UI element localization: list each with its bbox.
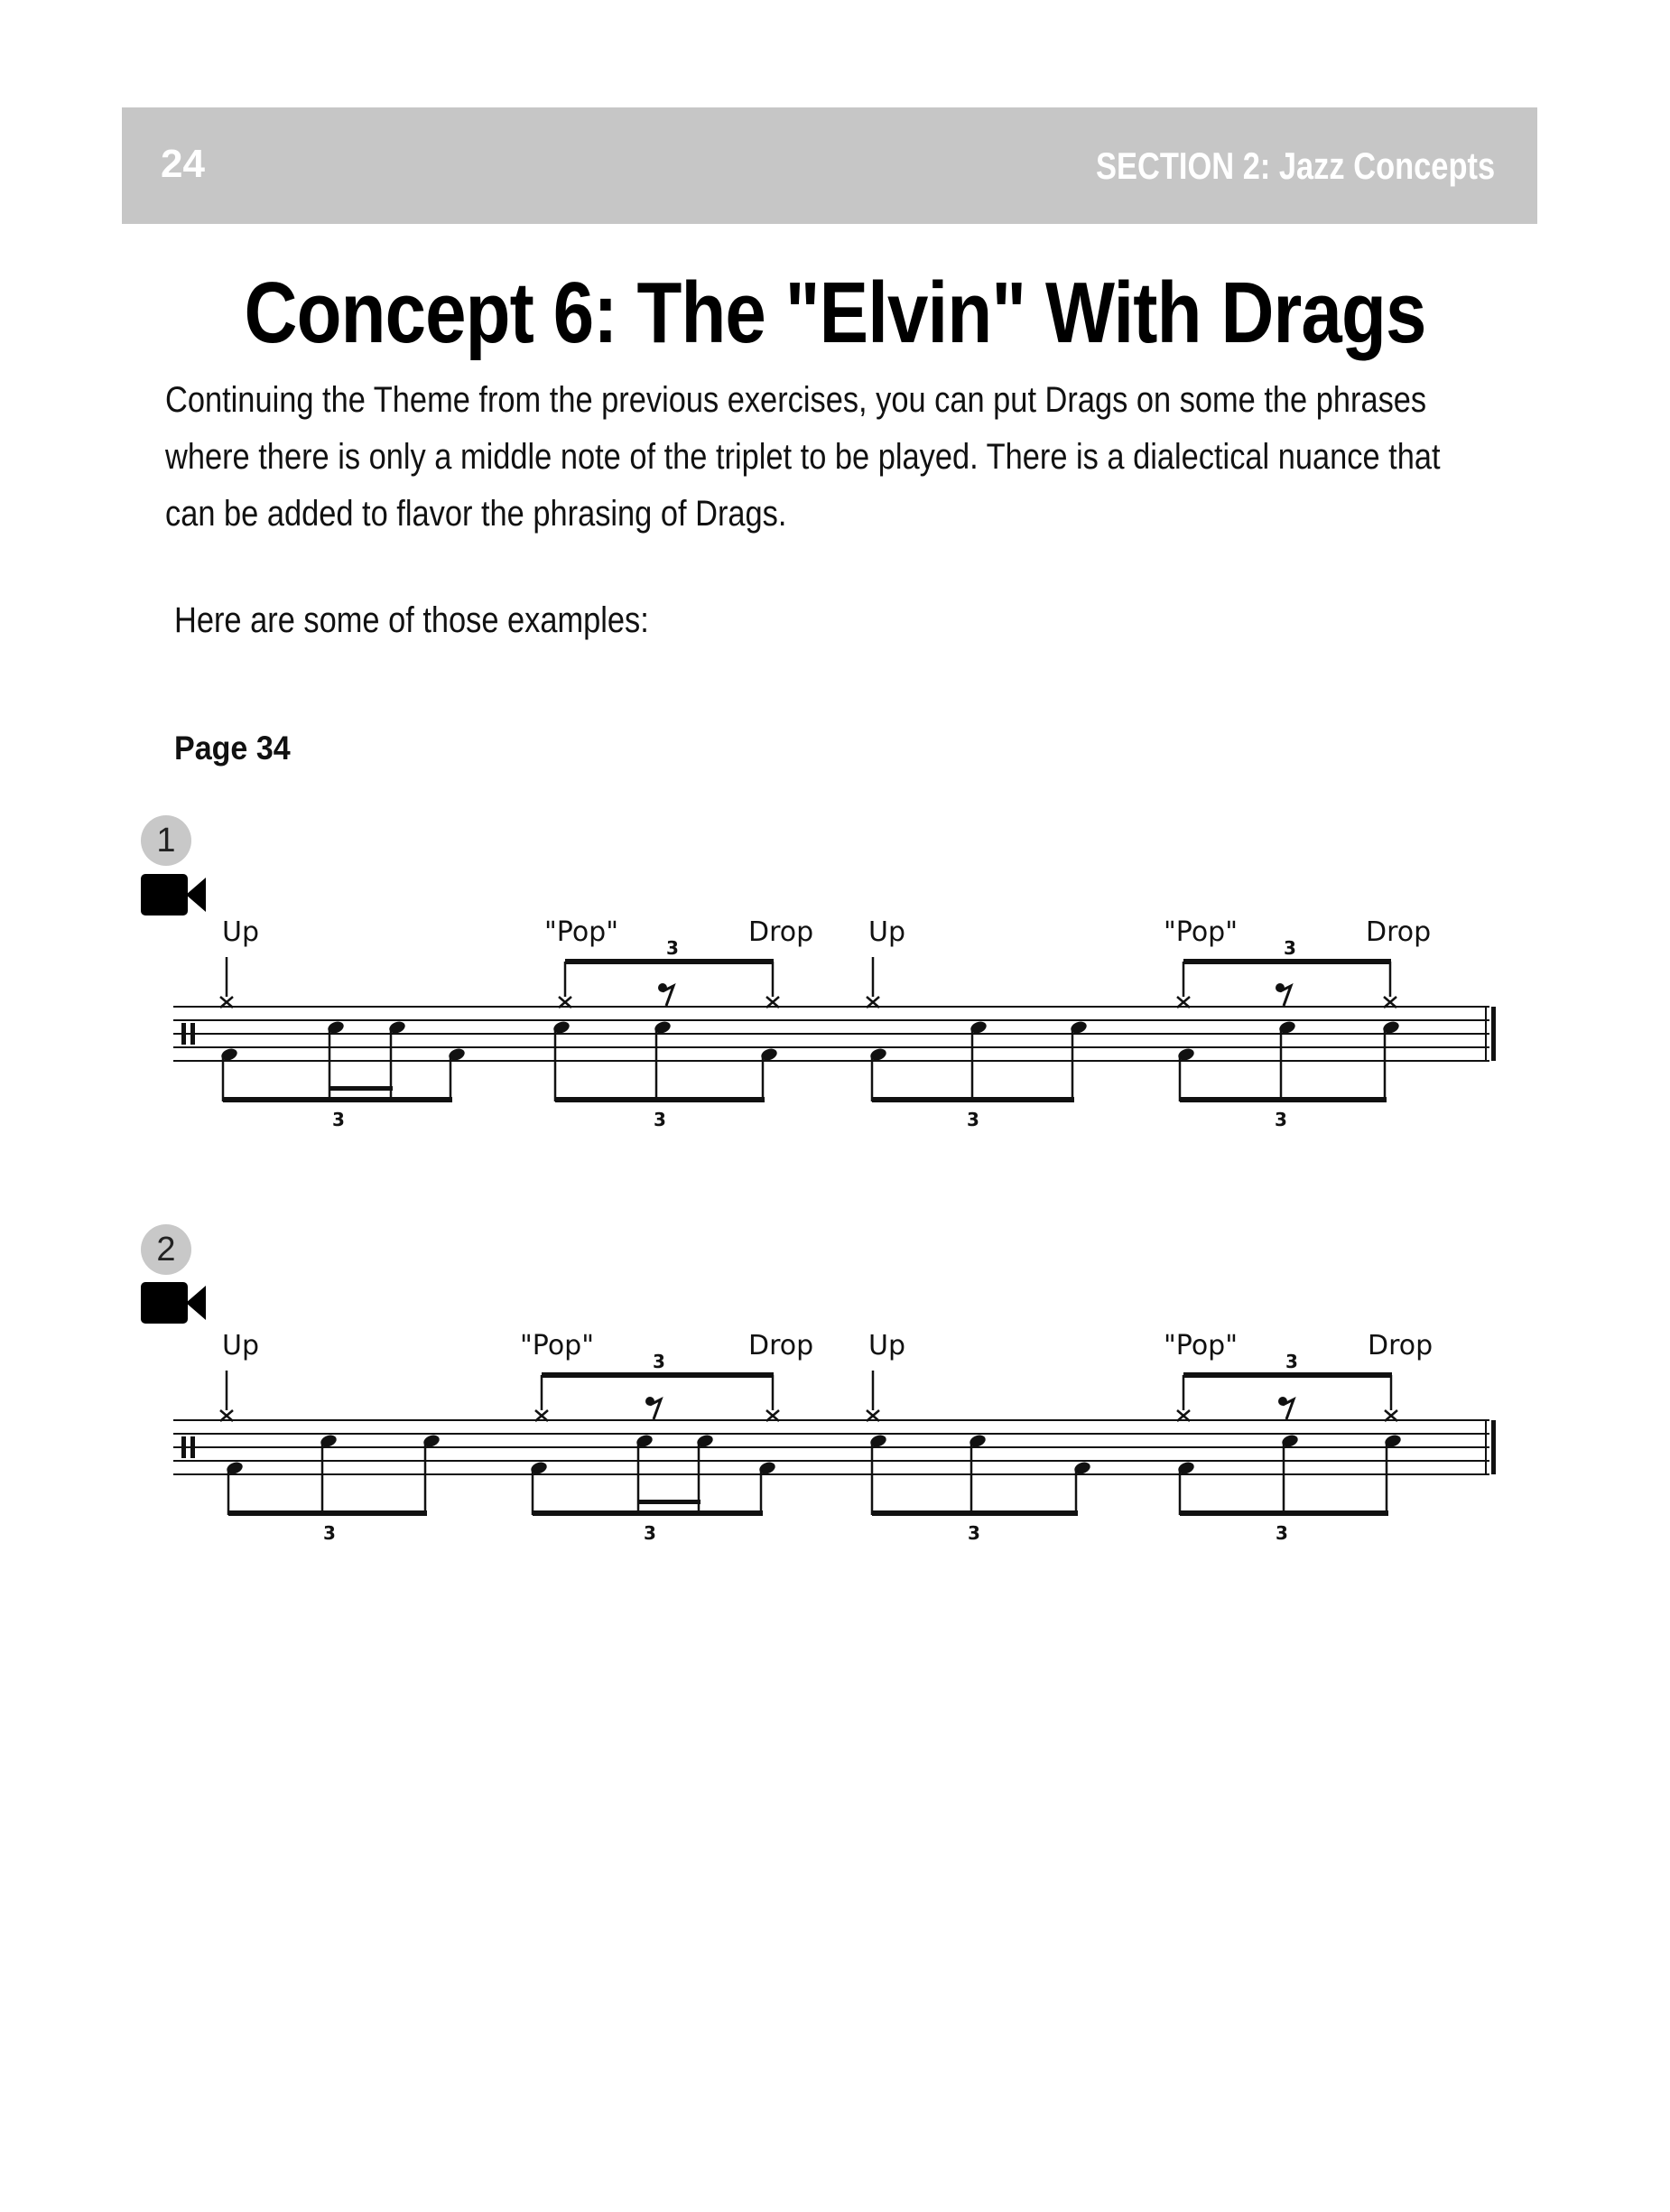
drum-staff-exercise-2 [0,1316,1670,1551]
drum-staff-exercise-1 [0,903,1670,1138]
staff-lines [173,1007,1489,1061]
sticking-label: Up [222,1330,260,1362]
intro-paragraph [165,372,1519,543]
tuplet-number: 3 [323,1522,336,1544]
sticking-label: Up [868,916,906,948]
lower-stems [228,1443,1387,1515]
sticking-label: Drop [748,1330,814,1362]
sticking-label: "Pop" [520,1330,595,1362]
page-title: Concept 6: The "Elvin" With Drags [244,265,1426,361]
eighth-rest [1276,983,1291,1006]
page-number: 24 [161,142,205,186]
eighth-rest [658,983,673,1006]
sticking-label: Up [222,916,260,948]
sticking-label: Drop [1366,916,1432,948]
tuplet-number: 3 [1276,1522,1288,1544]
eighth-rest [645,1397,661,1419]
cymbal-notes [220,1371,1397,1421]
staff-lines [173,1420,1489,1474]
tuplet-number: 3 [666,937,679,959]
tuplet-number: 3 [1275,1109,1287,1130]
tuplet-number: 3 [967,1109,979,1130]
tuplet-number: 3 [1284,937,1296,959]
tuplet-number: 3 [644,1522,656,1544]
sticking-label: "Pop" [544,916,619,948]
eighth-rest [1278,1397,1294,1419]
lower-beams [223,1086,1387,1102]
tuplet-number: 3 [1285,1351,1298,1372]
lower-voice-notes [219,1019,1400,1062]
intro-line: where there is only a middle note of the triplet to be played. There is a dialectical nuance that [165,437,1441,477]
sticking-label: Drop [1368,1330,1433,1362]
exercise-number-badge: 2 [141,1224,191,1275]
lower-voice-notes [225,1433,1402,1475]
lower-beams [228,1500,1388,1516]
sticking-label: "Pop" [1164,1330,1239,1362]
exercise-number-badge: 1 [141,815,191,866]
tuplet-number: 3 [654,1109,666,1130]
tuplet-number: 3 [968,1522,980,1544]
intro-line: Continuing the Theme from the previous exercises, you can put Drags on some the phrases [165,380,1427,420]
lower-stems [223,1029,1385,1101]
page-reference: Page 34 [174,730,291,767]
page-header [122,107,1537,224]
sticking-label: Drop [748,916,814,948]
tuplet-number: 3 [653,1351,665,1372]
sticking-label: Up [868,1330,906,1362]
intro-line: can be added to flavor the phrasing of Drags. [165,494,787,534]
cymbal-notes [220,957,1396,1008]
tuplet-number: 3 [332,1109,345,1130]
upper-beams [565,959,1391,964]
examples-intro: Here are some of those examples: [174,600,649,640]
sticking-label: "Pop" [1164,916,1239,948]
upper-beams [542,1372,1392,1378]
section-title: SECTION 2: Jazz Concepts [1095,144,1495,187]
